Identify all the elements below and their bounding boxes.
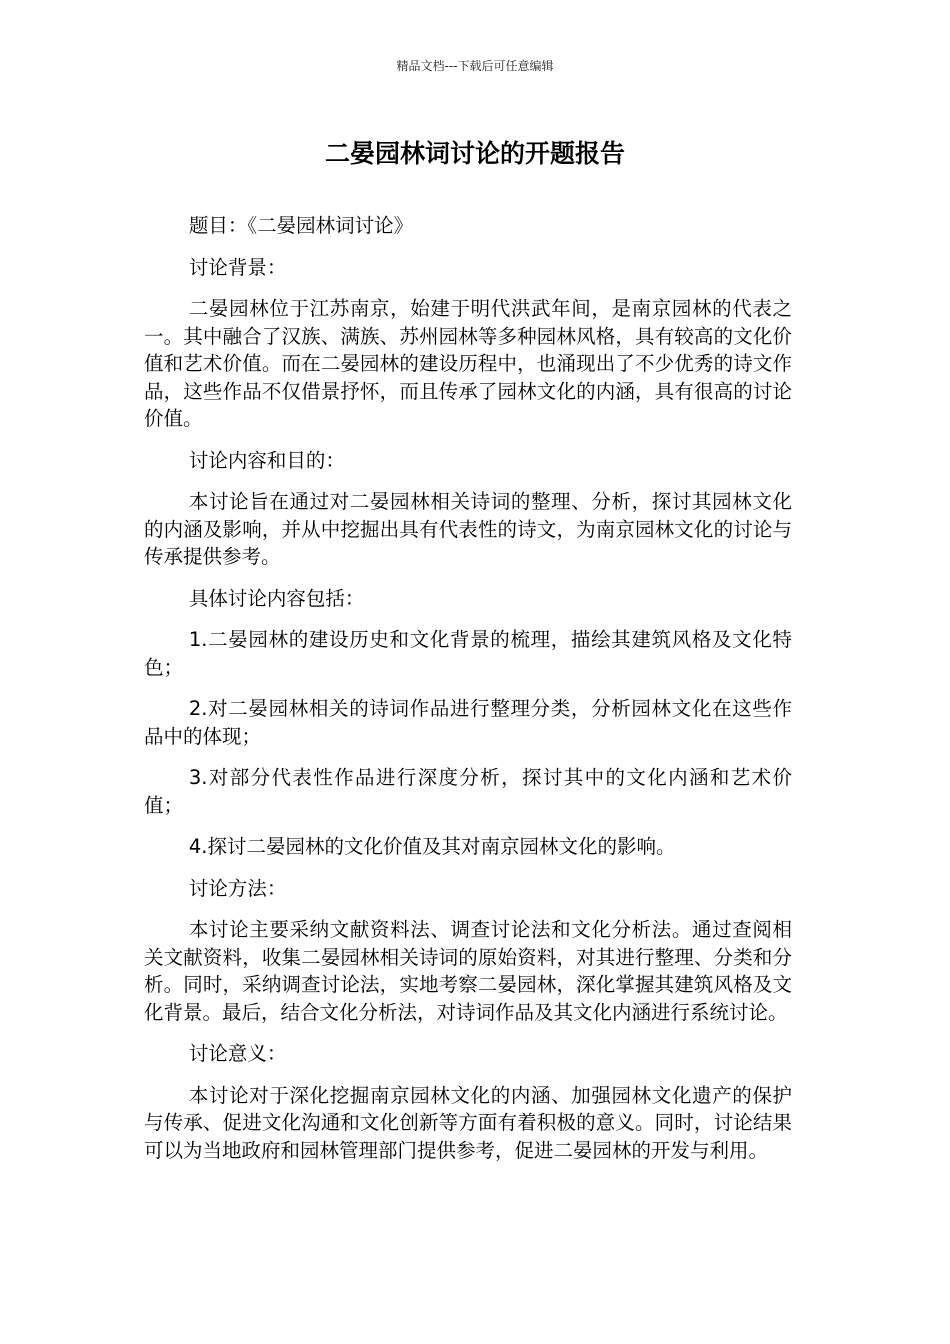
content-list-item-3: 3.对部分代表性作品进行深度分析，探讨其中的文化内涵和艺术价值； (144, 766, 792, 817)
content-list-intro: 具体讨论内容包括： (188, 586, 365, 610)
section-heading-content: 讨论内容和目的： (188, 448, 345, 472)
method-paragraph: 本讨论主要采纳文献资料法、调查讨论法和文化分析法。通过查阅相关文献资料，收集二晏园林相关诗词的原始资料，对其进行整理、分类和分析。同时，采纳调查讨论法，实地考察二晏园林，深化掌握其建筑风格及文化背景。最后，结合文化分析法，对诗词作品及其文化内涵进行系统讨论。 (144, 918, 792, 1024)
document-body (144, 212, 792, 1178)
background-paragraph: 二晏园林位于江苏南京，始建于明代洪武年间，是南京园林的代表之一。其中融合了汉族、满族、苏州园林等多种园林风格，具有较高的文化价值和艺术价值。而在二晏园林的建设历程中，也涌现出了不少优秀的诗文作品，这些作品不仅借景抒怀，而且传承了园林文化的内涵，具有很高的讨论价值。 (144, 297, 792, 430)
topic-line: 题目：《二晏园林词讨论》 (188, 214, 414, 237)
section-heading-background: 讨论背景： (188, 255, 287, 279)
content-list-item-4: 4.探讨二晏园林的文化价值及其对南京园林文化的影响。 (188, 835, 676, 858)
page-header-note: 精品文档---下载后可任意编辑 (396, 59, 554, 73)
content-list-item-1: 1.二晏园林的建设历史和文化背景的梳理，描绘其建筑风格及文化特色； (144, 628, 792, 679)
document-title: 二晏园林词讨论的开题报告 (324, 139, 625, 168)
section-heading-significance: 讨论意义： (188, 1042, 287, 1065)
significance-paragraph: 本讨论对于深化挖掘南京园林文化的内涵、加强园林文化遗产的保护与传承、促进文化沟通和文化创新等方面有着积极的意义。同时，讨论结果可以为当地政府和园林管理部门提供参考，促进二晏园林的开发与利用。 (144, 1083, 792, 1162)
content-paragraph: 本讨论旨在通过对二晏园林相关诗词的整理、分析，探讨其园林文化的内涵及影响，并从中挖掘出具有代表性的诗文，为南京园林文化的讨论与传承提供参考。 (144, 490, 792, 568)
section-heading-method: 讨论方法： (188, 876, 287, 900)
content-list-item-2: 2.对二晏园林相关的诗词作品进行整理分类，分析园林文化在这些作品中的体现； (144, 697, 792, 748)
